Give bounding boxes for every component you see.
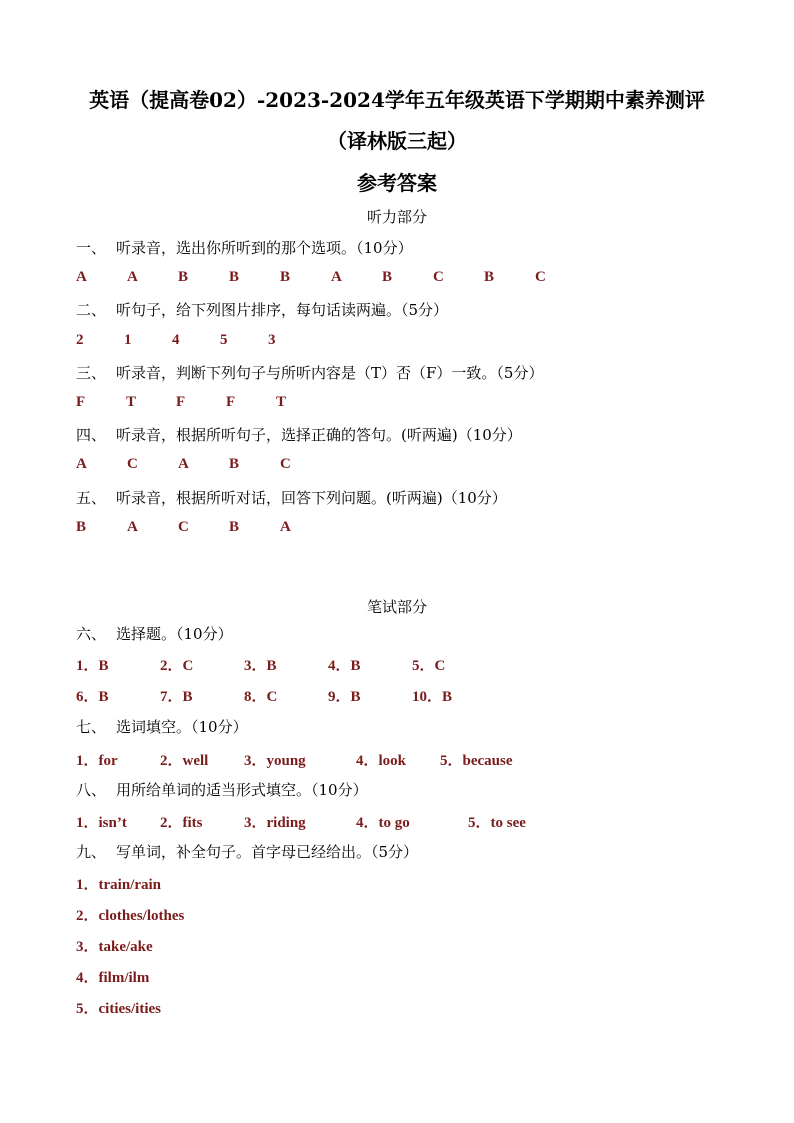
answer: 10．B	[412, 689, 453, 705]
answer: A	[127, 519, 138, 535]
answer: 1．train/rain	[76, 877, 161, 893]
section-4-question	[76, 424, 522, 445]
document-subtitle: （译林版三起）	[327, 129, 467, 153]
answer: 4．look	[356, 753, 407, 769]
answer: 2．clothes/lothes	[76, 908, 185, 924]
answer: 5．C	[412, 658, 446, 674]
section-number: 六、	[76, 625, 107, 643]
answer: C	[433, 269, 444, 285]
section-number: 三、	[76, 364, 107, 382]
section-number: 五、	[76, 489, 107, 507]
section-instruction: 听录音，选出你所听到的那个选项。（10分）	[116, 239, 413, 257]
section-instruction: 选词填空。（10分）	[116, 718, 248, 736]
answer: 5．to see	[468, 815, 526, 831]
answer: B	[229, 456, 240, 472]
answer: A	[76, 456, 87, 472]
answer: F	[176, 394, 186, 410]
section-instruction: 听句子，给下列图片排序，每句话读两遍。（5分）	[116, 301, 449, 319]
answer: 3．riding	[244, 815, 306, 831]
document-title: 英语（提高卷02）-2023-2024学年五年级英语下学期期中素养测评	[89, 88, 705, 112]
answer: 2．fits	[160, 815, 203, 831]
answer: C	[280, 456, 291, 472]
section-6-question	[76, 623, 233, 644]
section-3-question	[76, 362, 543, 383]
answer-key-heading: 参考答案	[357, 171, 437, 195]
answer: B	[229, 519, 240, 535]
answer: 4．B	[328, 658, 361, 674]
section-7-question	[76, 716, 248, 737]
section-instruction: 听录音，根据所听对话，回答下列问题。(听两遍)（10分）	[116, 489, 507, 507]
answer: 4．film/ilm	[76, 970, 150, 986]
answer: 5	[220, 332, 228, 348]
answer: T	[276, 394, 287, 410]
answer: B	[229, 269, 240, 285]
answer: 5．because	[440, 753, 513, 769]
section-instruction: 选择题。（10分）	[116, 625, 233, 643]
written-part-title: 笔试部分	[366, 598, 427, 616]
answer: F	[226, 394, 236, 410]
answer: 1．isn’t	[76, 815, 127, 831]
answer: 4．to go	[356, 815, 410, 831]
section-2-question	[76, 299, 448, 320]
answer: C	[535, 269, 546, 285]
answer: B	[382, 269, 393, 285]
section-instruction: 用所给单词的适当形式填空。（10分）	[116, 781, 368, 799]
answer: 7．B	[160, 689, 193, 705]
answer: 8．C	[244, 689, 278, 705]
listening-part-title: 听力部分	[366, 208, 427, 226]
answer: 9．B	[328, 689, 361, 705]
answer: 4	[172, 332, 180, 348]
answer: 2．well	[160, 753, 209, 769]
answer: A	[127, 269, 138, 285]
answer: F	[76, 394, 86, 410]
answer: B	[76, 519, 87, 535]
section-5-question	[76, 487, 507, 508]
answer: 1．B	[76, 658, 109, 674]
answer: 2	[76, 332, 84, 348]
section-number: 八、	[76, 781, 107, 799]
answer: 3．B	[244, 658, 277, 674]
answer: A	[76, 269, 87, 285]
answer: A	[178, 456, 189, 472]
answer: 1．for	[76, 753, 118, 769]
answer: 3．young	[244, 753, 306, 769]
section-instruction: 听录音，根据所听句子，选择正确的答句。(听两遍)（10分）	[116, 426, 522, 444]
answer: C	[127, 456, 138, 472]
section-number: 二、	[76, 301, 107, 319]
section-instruction: 写单词，补全句子。首字母已经给出。（5分）	[116, 843, 419, 861]
answer: 5．cities/ities	[76, 1001, 161, 1017]
section-9-question	[76, 841, 418, 862]
answer: 6．B	[76, 689, 109, 705]
section-number: 一、	[76, 239, 107, 257]
answer: B	[280, 269, 291, 285]
section-8-question	[76, 779, 368, 800]
section-number: 九、	[76, 843, 107, 861]
section-number: 七、	[76, 718, 107, 736]
answer: 3	[268, 332, 276, 348]
answer: T	[126, 394, 137, 410]
section-number: 四、	[76, 426, 107, 444]
answer: B	[178, 269, 189, 285]
section-1-question	[76, 237, 413, 258]
answer: 3．take/ake	[76, 939, 153, 955]
answer: C	[178, 519, 189, 535]
answer: A	[331, 269, 342, 285]
answer: A	[280, 519, 291, 535]
answer: 1	[124, 332, 132, 348]
answer: B	[484, 269, 495, 285]
answer: 2．C	[160, 658, 194, 674]
section-instruction: 听录音，判断下列句子与所听内容是（T）否（F）一致。（5分）	[116, 364, 544, 382]
